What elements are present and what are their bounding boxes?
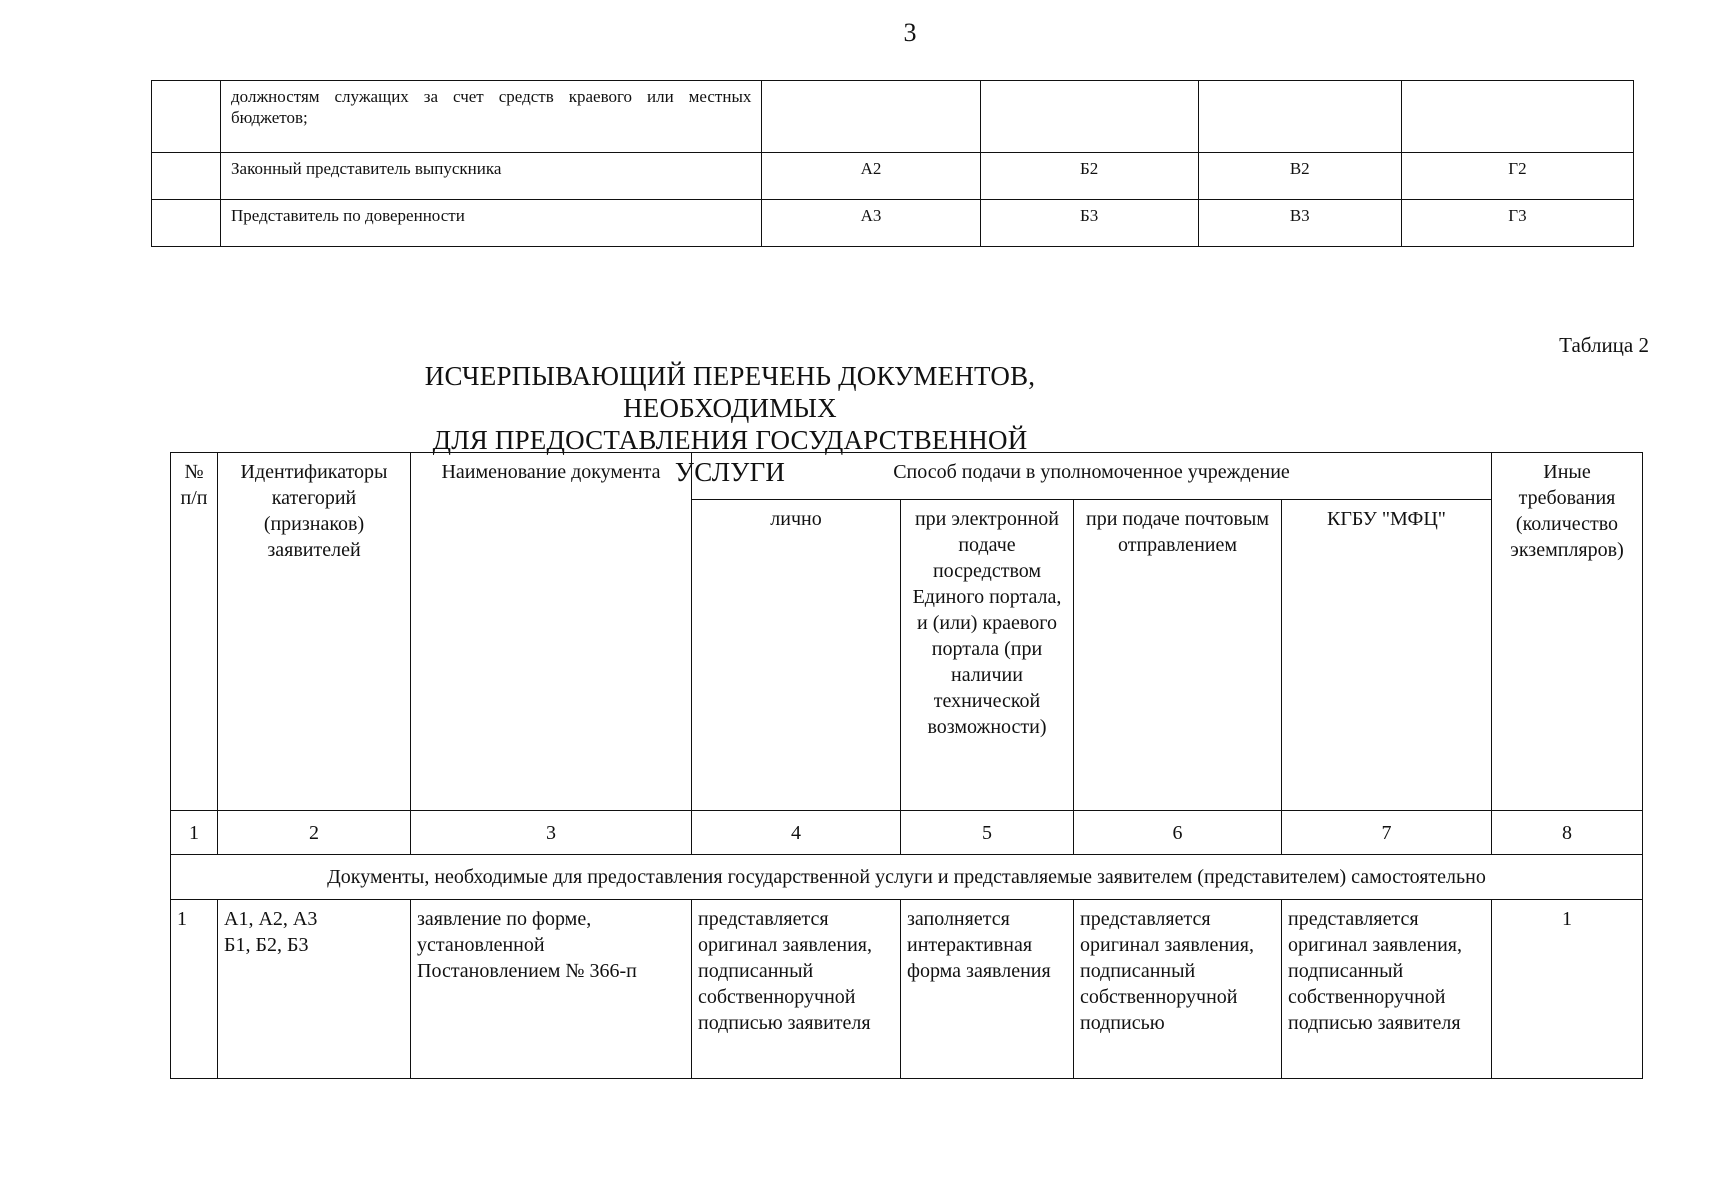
table-cell: В3 bbox=[1198, 200, 1401, 247]
documents-table bbox=[170, 452, 1643, 1079]
header-row bbox=[171, 453, 1643, 500]
table-cell: Представитель по доверенности bbox=[221, 200, 762, 247]
table-row bbox=[152, 153, 1634, 200]
header-identifiers: Идентификаторы категорий (признаков) заявителей bbox=[218, 453, 411, 811]
table-cell bbox=[152, 200, 221, 247]
column-number: 5 bbox=[901, 811, 1074, 855]
header-other-requirements: Иные требования (количество экземпляров) bbox=[1492, 453, 1643, 811]
column-number: 3 bbox=[411, 811, 692, 855]
row-document-name: заявление по форме, установленной Постановлением № 366-п bbox=[411, 900, 692, 1079]
applicant-categories-table-continuation bbox=[151, 80, 1634, 247]
column-number: 1 bbox=[171, 811, 218, 855]
row-electronic: заполняется интерактивная форма заявления bbox=[901, 900, 1074, 1079]
table-cell bbox=[980, 81, 1198, 153]
header-mfc: КГБУ "МФЦ" bbox=[1282, 500, 1492, 811]
table-title-line: ДЛЯ ПРЕДОСТАВЛЕНИЯ ГОСУДАРСТВЕННОЙ УСЛУГИ bbox=[432, 425, 1028, 487]
header-document-name: Наименование документа bbox=[411, 453, 692, 811]
row-personal: представляется оригинал заявления, подписанный собственноручной подписью заявителя bbox=[692, 900, 901, 1079]
table-row bbox=[152, 81, 1634, 153]
column-number-row bbox=[171, 811, 1643, 855]
row-mfc: представляется оригинал заявления, подписанный собственноручной подписью заявителя bbox=[1282, 900, 1492, 1079]
column-number: 6 bbox=[1074, 811, 1282, 855]
row-postal: представляется оригинал заявления, подписанный собственноручной подписью bbox=[1074, 900, 1282, 1079]
table-row bbox=[152, 200, 1634, 247]
column-number: 2 bbox=[218, 811, 411, 855]
column-number: 8 bbox=[1492, 811, 1643, 855]
header-submission-method: Способ подачи в уполномоченное учреждение bbox=[692, 453, 1492, 500]
table-cell: В2 bbox=[1198, 153, 1401, 200]
table-cell bbox=[1401, 81, 1633, 153]
row-other: 1 bbox=[1492, 900, 1643, 1079]
section-title: Документы, необходимые для предоставления государственной услуги и представляемые заявителем (представителем) самостоятельно bbox=[171, 855, 1643, 900]
table-cell: А2 bbox=[762, 153, 980, 200]
table-cell bbox=[762, 81, 980, 153]
table-cell: должностям служащих за счет средств краевого или местных бюджетов; bbox=[221, 81, 762, 153]
table-title-line: ИСЧЕРПЫВАЮЩИЙ ПЕРЕЧЕНЬ ДОКУМЕНТОВ, НЕОБХОДИМЫХ bbox=[424, 361, 1036, 423]
table-cell: Г3 bbox=[1401, 200, 1633, 247]
table-cell: Г2 bbox=[1401, 153, 1633, 200]
column-number: 7 bbox=[1282, 811, 1492, 855]
table-cell bbox=[1198, 81, 1401, 153]
identifiers-line: Б1, Б2, Б3 bbox=[224, 934, 309, 956]
header-number: № п/п bbox=[171, 453, 218, 811]
header-postal: при подаче почтовым отправлением bbox=[1074, 500, 1282, 811]
table-row bbox=[171, 900, 1643, 1079]
table-cell: Б3 bbox=[980, 200, 1198, 247]
table-cell bbox=[152, 81, 221, 153]
section-row bbox=[171, 855, 1643, 900]
row-identifiers bbox=[218, 900, 411, 1079]
identifiers-line: А1, А2, А3 bbox=[224, 908, 318, 930]
table-cell bbox=[152, 153, 221, 200]
table-caption: Таблица 2 bbox=[1559, 333, 1649, 357]
row-number: 1 bbox=[171, 900, 218, 1079]
header-electronic: при электронной подаче посредством Единого портала, и (или) краевого портала (при наличии технической возможности) bbox=[901, 500, 1074, 811]
table-cell: А3 bbox=[762, 200, 980, 247]
table-cell: Законный представитель выпускника bbox=[221, 153, 762, 200]
table-cell: Б2 bbox=[980, 153, 1198, 200]
header-personal: лично bbox=[692, 500, 901, 811]
column-number: 4 bbox=[692, 811, 901, 855]
page-number: 3 bbox=[903, 18, 917, 47]
